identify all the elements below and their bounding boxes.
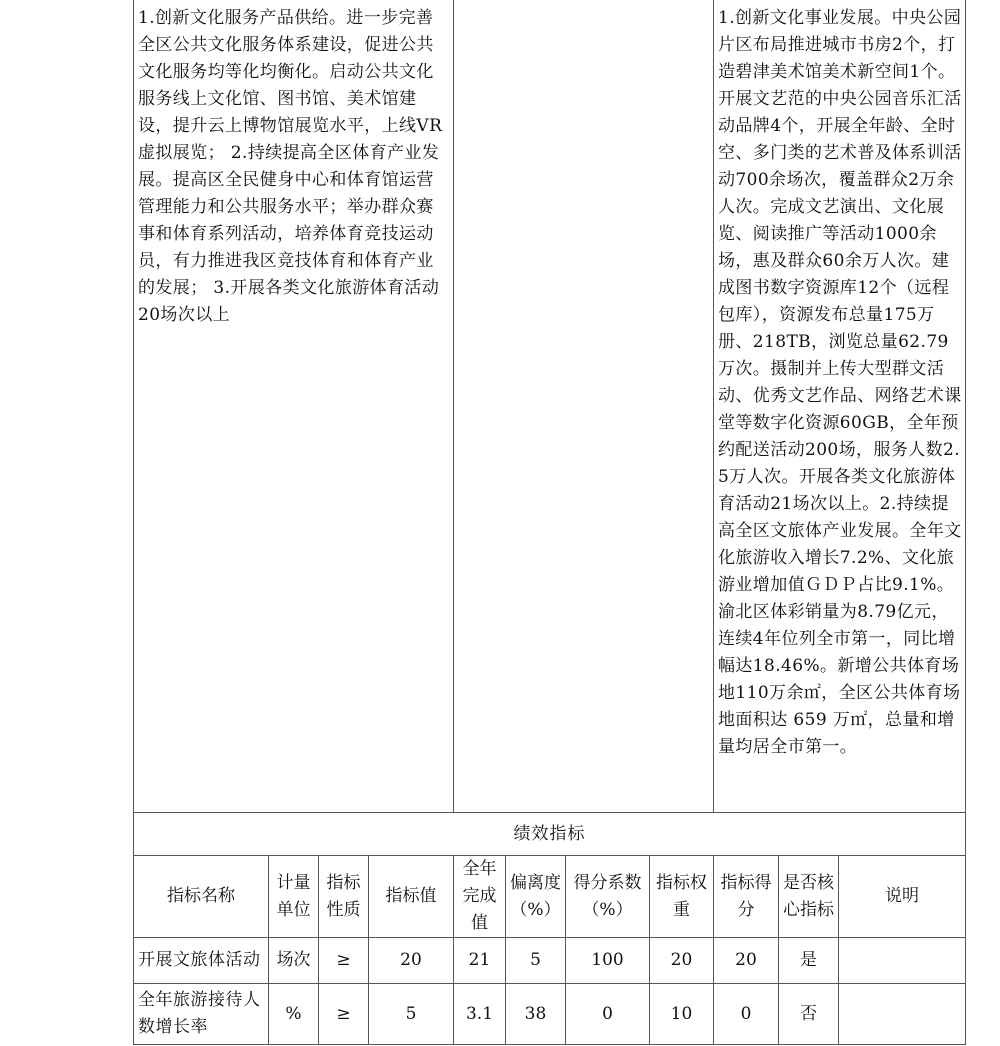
row-core: 是: [779, 938, 839, 984]
row-score: 20: [714, 938, 779, 984]
row-nature: ≥: [319, 938, 369, 984]
row-actual: 3.1: [454, 984, 506, 1045]
table-row: [134, 984, 966, 1045]
section-title-row: [134, 813, 966, 856]
row-actual: 21: [454, 938, 506, 984]
goals-middle-cell: [454, 0, 714, 813]
performance-section-title: 绩效指标: [134, 813, 966, 856]
performance-report-sheet: [133, 0, 966, 1045]
row-deviation: 38: [506, 984, 566, 1045]
table-header-row: [134, 856, 966, 938]
row-deviation: 5: [506, 938, 566, 984]
row-note: [839, 984, 966, 1045]
row-score: 0: [714, 984, 779, 1045]
header-note: 说明: [839, 856, 966, 938]
header-deviation: 偏离度（%）: [506, 856, 566, 938]
header-weight: 指标权重: [650, 856, 714, 938]
row-note: [839, 938, 966, 984]
header-score: 指标得分: [714, 856, 779, 938]
row-coefficient: 0: [566, 984, 650, 1045]
row-nature: ≥: [319, 984, 369, 1045]
row-name: 全年旅游接待人数增长率: [134, 984, 269, 1045]
header-name: 指标名称: [134, 856, 269, 938]
row-target: 20: [369, 938, 454, 984]
header-unit: 计量单位: [269, 856, 319, 938]
table-row: [134, 938, 966, 984]
row-unit: %: [269, 984, 319, 1045]
header-coefficient: 得分系数（%）: [566, 856, 650, 938]
header-actual: 全年完成值: [454, 856, 506, 938]
row-name: 开展文旅体活动: [134, 938, 269, 984]
goals-row: [134, 0, 966, 813]
header-nature: 指标性质: [319, 856, 369, 938]
row-weight: 20: [650, 938, 714, 984]
row-core: 否: [779, 984, 839, 1045]
header-target: 指标值: [369, 856, 454, 938]
row-unit: 场次: [269, 938, 319, 984]
row-weight: 10: [650, 984, 714, 1045]
row-target: 5: [369, 984, 454, 1045]
header-core: 是否核心指标: [779, 856, 839, 938]
report-table: [133, 0, 966, 1045]
completion-cell: 1.创新文化事业发展。中央公园片区布局推进城市书房2个，打造碧津美术馆美术新空间1个。开展文艺范的中央公园音乐汇活动品牌4个，开展全年龄、全时空、多门类的艺术普及体系训活动700余场次，覆盖群众2万余人次。完成文艺演出、文化展览、阅读推广等活动1000余场，惠及群众60余万人次。建成图书数字资源库12个（远程包库），资源发布总量175万册、218TB，浏览总量62.79万次。摄制并上传大型群文活动、优秀文艺作品、网络艺术课堂等数字化资源60GB，全年预约配送活动200场，服务人数2.5万人次。开展各类文化旅游体育活动21场次以上。2.持续提高全区文旅体产业发展。全年文化旅游收入增长7.2%、文化旅游业增加值ＧＤＰ占比9.1%。渝北区体彩销量为8.79亿元，连续4年位列全市第一，同比增幅达18.46%。新增公共体育场地110万余㎡，全区公共体育场地面积达 659 万㎡，总量和增量均居全市第一。: [714, 0, 966, 813]
annual-target-cell: 1.创新文化服务产品供给。进一步完善全区公共文化服务体系建设，促进公共文化服务均等化均衡化。启动公共文化服务线上文化馆、图书馆、美术馆建设，提升云上博物馆展览水平，上线VR虚拟展览； 2.持续提高全区体育产业发展。提高区全民健身中心和体育馆运营管理能力和公共服务水平；举办群众赛事和体育系列活动，培养体育竞技运动员，有力推进我区竞技体育和体育产业的发展； 3.开展各类文化旅游体育活动20场次以上: [134, 0, 454, 813]
row-coefficient: 100: [566, 938, 650, 984]
